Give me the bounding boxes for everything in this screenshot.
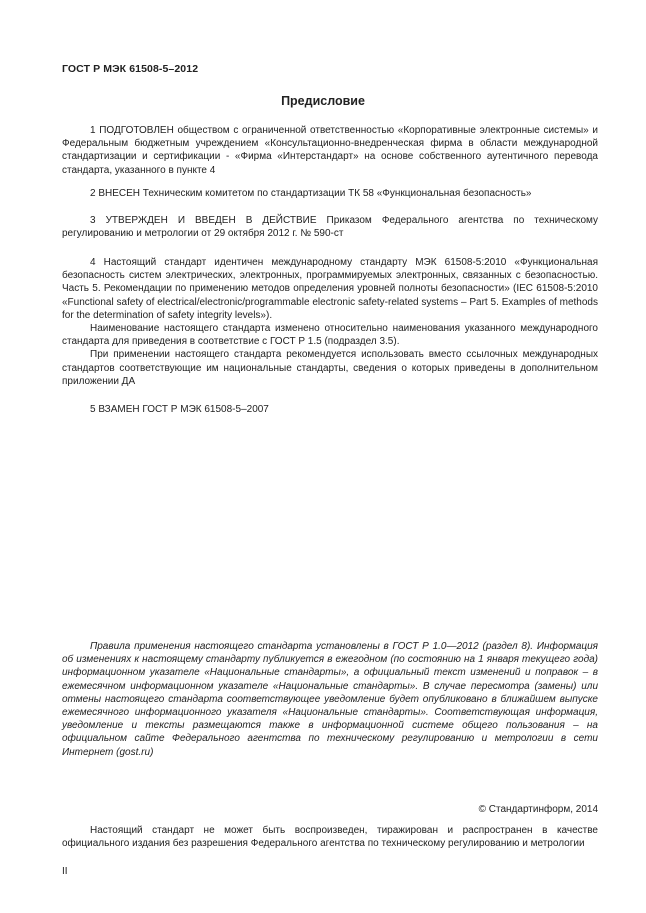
document-header: ГОСТ Р МЭК 61508-5–2012 bbox=[62, 63, 199, 75]
preface-item-2-text: 2 ВНЕСЕН Техническим комитетом по стандартизации ТК 58 «Функциональная безопасность» bbox=[90, 188, 532, 199]
preface-item-1-text: 1 ПОДГОТОВЛЕН обществом с ограниченной ответственностью «Корпоративные электронные системы» и Федеральным бюджетным учреждением «Консультационно-внедренческая фирма в области международной стандартизации и сертификации - «Фирма «Интерстандарт» на основе собственного аутентичного перевода стандарта, указанного в пункте 4 bbox=[62, 125, 598, 176]
preface-item-4-reference-note: При применении настоящего стандарта рекомендуется использовать вместо ссылочных международных стандартов соответствующие им национальные стандарты, сведения о которых приведены в дополнительном приложении ДА bbox=[62, 349, 598, 387]
preface-item-3-text: 3 УТВЕРЖДЕН И ВВЕДЕН В ДЕЙСТВИЕ Приказом Федерального агентства по техническому регулированию и метрологии от 29 октября 2012 г. № 590-ст bbox=[62, 215, 598, 240]
preface-item-3 bbox=[62, 214, 598, 240]
page-number: II bbox=[62, 866, 68, 877]
reproduction-notice-text: Настоящий стандарт не может быть воспроизведен, тиражирован и распространен в качестве официального издания без разрешения Федерального агентства по техническому регулированию и метрологии bbox=[62, 825, 598, 850]
standard-usage-notice bbox=[62, 640, 598, 759]
page-title: Предисловие bbox=[281, 94, 365, 108]
copyright: © Стандартинформ, 2014 bbox=[478, 804, 598, 815]
preface-item-1 bbox=[62, 124, 598, 177]
preface-item-4-name-note: Наименование настоящего стандарта изменено относительно наименования указанного международного стандарта для приведения в соответствие с ГОСТ Р 1.5 (подраздел 3.5). bbox=[62, 323, 598, 348]
standard-usage-notice-text: Правила применения настоящего стандарта установлены в ГОСТ Р 1.0—2012 (раздел 8). Информация об изменениях к настоящему стандарту публикуется в ежегодном (по состоянию на 1 января текущего года) информационном указателе «Национальные стандарты», а официальный текст изменений и поправок – в ежемесячном информационном указателе «Национальные стандарты». В случае пересмотра (замены) или отмены настоящего стандарта соответствующее уведомление будет опубликовано в ближайшем выпуске ежемесячного информационного указателя «Национальные стандарты». Соответствующая информация, уведомление и тексты размещаются также в информационной системе общего пользования – на официальном сайте Федерального агентства по техническому регулированию и метрологии в сети Интернет (gost.ru) bbox=[62, 641, 598, 758]
preface-item-2 bbox=[62, 187, 598, 200]
reproduction-notice bbox=[62, 824, 598, 850]
preface-item-5 bbox=[62, 403, 598, 416]
preface-item-5-text: 5 ВЗАМЕН ГОСТ Р МЭК 61508-5–2007 bbox=[90, 404, 269, 415]
preface-item-4-text: 4 Настоящий стандарт идентичен международному стандарту МЭК 61508-5:2010 «Функциональная безопасность систем электрических, электронных, программируемых электронных, связанных с безопасностью. Часть 5. Рекомендации по применению методов определения уровней полноты безопасности» (IEC 61508-5:2010 «Functional safety of electrical/electronic/programmable electronic safety-related systems – Part 5. Examples of methods for the determination of safety integrity levels»). bbox=[62, 257, 598, 321]
preface-item-4 bbox=[62, 256, 598, 388]
